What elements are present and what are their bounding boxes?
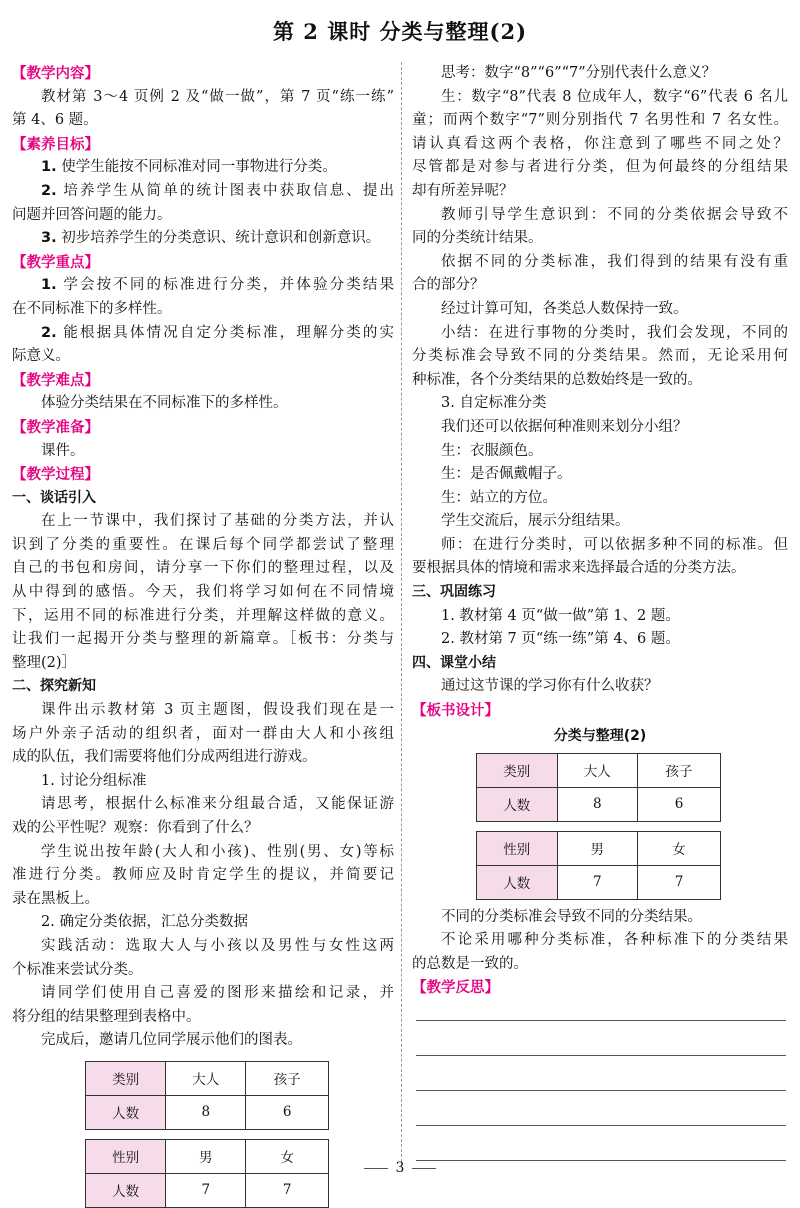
paragraph-line: 我们还可以依据何种准则来划分小组？ xyxy=(441,418,688,435)
key-number: 1. xyxy=(41,277,57,294)
student-answer: 生：是否佩戴帽子。 xyxy=(441,466,572,483)
age-table xyxy=(85,1061,329,1130)
goal-text: 问题并回答问题的能力。 xyxy=(12,206,172,223)
column-divider xyxy=(401,62,402,1167)
table-cell: 8 xyxy=(557,787,638,821)
paragraph-line: 准进行分类。教师应及时肯定学生的提议，并简要记 xyxy=(12,867,394,884)
paragraph-line: 让我们一起揭开分类与整理的新篇章。［板书：分类与 xyxy=(12,631,394,648)
paragraph-line: 通过这节课的学习你有什么收获？ xyxy=(441,678,659,695)
student-answer: 生：衣服颜色。 xyxy=(441,442,543,459)
goal-number: 2. xyxy=(41,182,57,199)
paragraph-line: 识到了分类的重要性。在课后每个同学都尝试了整理 xyxy=(12,536,394,553)
paragraph-line: 个标准来尝试分类。 xyxy=(12,961,143,978)
section-heading: 三、巩固练习 xyxy=(412,584,496,601)
key-text: 在不同标准下的多样性。 xyxy=(12,300,172,317)
goal-item xyxy=(12,180,394,204)
paragraph-line: 在上一节课中，我们探讨了基础的分类方法，并认 xyxy=(41,513,394,530)
paragraph-line: 童；而两个数字“7”则分别指代 7 名男性和 7 名女性。 xyxy=(412,112,788,129)
subheading: 2. 确定分类依据，汇总分类数据 xyxy=(41,914,248,931)
paragraph-line: 从中得到的感悟。今天，我们将学习如何在不同情境 xyxy=(12,584,394,601)
board-title: 分类与整理(2) xyxy=(553,727,647,744)
preparation-tag: 【教学准备】 xyxy=(12,418,99,436)
difficulty-tag: 【教学难点】 xyxy=(12,371,99,389)
board-age-table xyxy=(476,753,721,822)
content-text: 第 4、6 题。 xyxy=(12,112,98,129)
paragraph-line: 成的队伍，我们需要将他们分成两组进行游戏。 xyxy=(12,749,317,766)
board-note: 的总数是一致的。 xyxy=(412,955,528,972)
key-points-tag: 【教学重点】 xyxy=(12,253,99,271)
goals-tag: 【素养目标】 xyxy=(12,135,99,153)
content-text: 教材第 3～4 页例 2 及“做一做”，第 7 页“练一练” xyxy=(41,88,394,105)
table-cell: 6 xyxy=(638,787,721,821)
key-item xyxy=(12,274,394,298)
paragraph-line: 请思考，根据什么标准来分组最合适，又能保证游 xyxy=(41,796,394,813)
table-row-label: 人数 xyxy=(86,1173,166,1207)
paragraph-line: 要根据具体的情境和需求来选择最合适的分类方法。 xyxy=(412,560,746,577)
page-footer xyxy=(0,1160,800,1176)
paragraph-line: 师：在进行分类时，可以依据多种不同的标准。但 xyxy=(441,536,788,553)
table-cell: 7 xyxy=(638,865,721,899)
paragraph-line: 同的分类统计结果。 xyxy=(412,230,543,247)
table-header-children: 孩子 xyxy=(246,1061,329,1095)
key-text: 际意义。 xyxy=(12,348,70,365)
paragraph-line: 下，运用不同的标准进行分类，并理解这样做的意义。 xyxy=(12,607,394,624)
goal-text: 初步培养学生的分类意识、统计意识和创新意识。 xyxy=(61,230,381,247)
table-header-adults: 大人 xyxy=(557,753,638,787)
table-header-category: 类别 xyxy=(86,1061,166,1095)
table-row-label: 人数 xyxy=(86,1095,166,1129)
page-number: 3 xyxy=(395,1160,405,1176)
exercise-item: 2. 教材第 7 页“练一练”第 4、6 题。 xyxy=(441,631,680,648)
footer-dash xyxy=(364,1168,388,1169)
table-header-female: 女 xyxy=(246,1139,329,1173)
footer-dash xyxy=(412,1168,436,1169)
goal-text: 培养学生从简单的统计图表中获取信息、提出 xyxy=(63,182,394,199)
paragraph-line: 学生说出按年龄(大人和小孩)、性别(男、女)等标 xyxy=(41,843,394,860)
paragraph-line: 分类标准会导致不同的分类结果。然而，无论采用何 xyxy=(412,348,788,365)
paragraph-line: 尽管都是对参与者进行分类，但为何最终的分组结果 xyxy=(412,159,788,176)
paragraph-line: 请认真看这两个表格，你注意到了哪些不同之处？ xyxy=(412,135,788,152)
key-number: 2. xyxy=(41,324,57,341)
table-header-gender: 性别 xyxy=(86,1139,166,1173)
key-item xyxy=(12,322,394,346)
key-text: 学会按不同的标准进行分类，并体验分类结果 xyxy=(63,277,394,294)
table-row-label: 人数 xyxy=(477,787,558,821)
table-cell: 6 xyxy=(246,1095,329,1129)
paragraph-line: 学生交流后，展示分组结果。 xyxy=(441,513,630,530)
paragraph-line: 课件出示教材第 3 页主题图，假设我们现在是一 xyxy=(41,702,394,719)
section-heading: 一、谈话引入 xyxy=(12,489,96,506)
table-header-children: 孩子 xyxy=(638,753,721,787)
exercise-item: 1. 教材第 4 页“做一做”第 1、2 题。 xyxy=(441,607,680,624)
subheading: 3. 自定标准分类 xyxy=(441,395,547,412)
board-note: 不同的分类标准会导致不同的分类结果。 xyxy=(441,908,702,925)
process-tag: 【教学过程】 xyxy=(12,466,99,484)
page-title: 第 2 课时 分类与整理(2) xyxy=(272,19,528,44)
section-heading: 二、探究新知 xyxy=(12,678,96,695)
table-cell: 8 xyxy=(166,1095,246,1129)
left-column xyxy=(12,62,394,1208)
paragraph-line: 依据不同的分类标准，我们得到的结果有没有重 xyxy=(441,253,788,270)
paragraph-line: 场户外亲子活动的组织者，面对一群由大人和小孩组 xyxy=(12,725,394,742)
table-header-adults: 大人 xyxy=(166,1061,246,1095)
table-header-male: 男 xyxy=(166,1139,246,1173)
paragraph-line: 实践活动：选取大人与小孩以及男性与女性这两 xyxy=(41,937,394,954)
difficulty-text: 体验分类结果在不同标准下的多样性。 xyxy=(41,395,288,412)
paragraph-line: 整理(2)］ xyxy=(12,654,77,671)
right-column xyxy=(412,62,788,1161)
paragraph-line: 录在黑板上。 xyxy=(12,890,99,907)
goal-item xyxy=(12,156,394,180)
paragraph-line: 思考：数字“8”“6”“7”分别代表什么意义？ xyxy=(441,65,717,81)
board-gender-table xyxy=(476,831,721,900)
paragraph-line: 戏的公平性呢？观察：你看到了什么？ xyxy=(12,820,259,836)
paragraph-line: 自己的书包和房间，请分享一下你们的整理过程，以及 xyxy=(12,560,394,577)
paragraph-line: 完成后，邀请几位同学展示他们的图表。 xyxy=(41,1032,302,1049)
paragraph-line: 种标准，各个分类结果的总数始终是一致的。 xyxy=(412,371,702,388)
table-header-female: 女 xyxy=(638,831,721,865)
paragraph-line: 经过计算可知，各类总人数保持一致。 xyxy=(441,300,688,317)
goal-number: 3. xyxy=(41,230,57,247)
paragraph-line: 生：数字“8”代表 8 位成年人，数字“6”代表 6 名儿 xyxy=(441,88,788,105)
content-tag: 【教学内容】 xyxy=(12,65,99,82)
table-cell: 7 xyxy=(246,1173,329,1207)
goal-item xyxy=(12,227,394,251)
goal-number: 1. xyxy=(41,159,57,176)
board-note: 不论采用哪种分类标准，各种标准下的分类结果 xyxy=(441,932,788,949)
table-header-male: 男 xyxy=(557,831,638,865)
preparation-text: 课件。 xyxy=(41,442,85,459)
section-heading: 四、课堂小结 xyxy=(412,654,496,671)
paragraph-line: 小结：在进行事物的分类时，我们会发现，不同的 xyxy=(441,324,788,341)
table-header-category: 类别 xyxy=(477,753,558,787)
paragraph-line: 却有所差异呢？ xyxy=(412,182,514,199)
student-answer: 生：站立的方位。 xyxy=(441,489,557,506)
paragraph-line: 教师引导学生意识到：不同的分类依据会导致不 xyxy=(441,206,788,223)
goal-text: 使学生能按不同标准对同一事物进行分类。 xyxy=(61,159,337,176)
table-header-gender: 性别 xyxy=(477,831,558,865)
paragraph-line: 请同学们使用自己喜爱的图形来描绘和记录，并 xyxy=(41,985,394,1002)
paragraph-line: 将分组的结果整理到表格中。 xyxy=(12,1008,201,1025)
reflection-tag: 【教学反思】 xyxy=(412,979,499,997)
table-cell: 7 xyxy=(557,865,638,899)
table-row-label: 人数 xyxy=(477,865,558,899)
table-cell: 7 xyxy=(166,1173,246,1207)
paragraph-line: 合的部分？ xyxy=(412,277,485,294)
subheading: 1. 讨论分组标准 xyxy=(41,772,147,789)
key-text: 能根据具体情况自定分类标准，理解分类的实 xyxy=(63,324,394,341)
board-design-tag: 【板书设计】 xyxy=(412,702,499,720)
